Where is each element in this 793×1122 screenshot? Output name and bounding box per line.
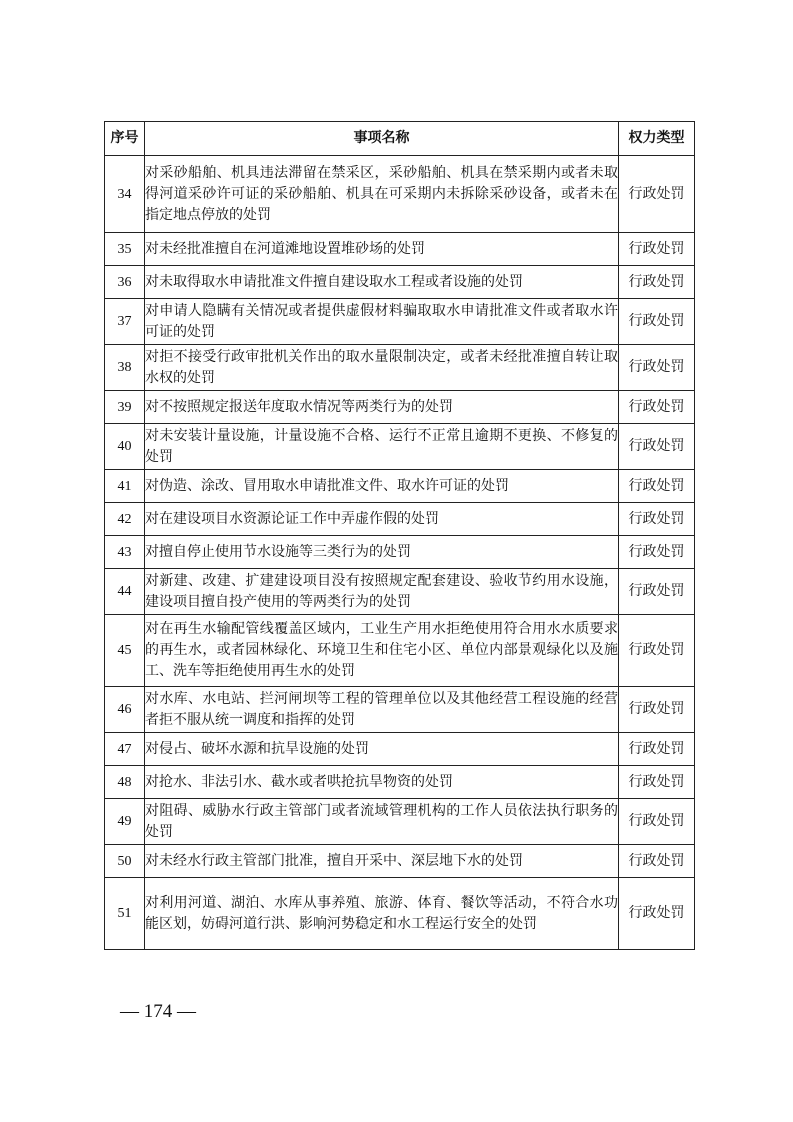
row-matter-name: 对未经水行政主管部门批准，擅自开采中、深层地下水的处罚 xyxy=(145,845,619,878)
row-power-type: 行政处罚 xyxy=(619,470,695,503)
header-number: 序号 xyxy=(105,122,145,156)
row-number: 49 xyxy=(105,799,145,845)
row-number: 44 xyxy=(105,569,145,615)
row-matter-name: 对在再生水输配管线覆盖区域内，工业生产用水拒绝使用符合用水水质要求的再生水，或者园林绿化、环境卫生和住宅小区、单位内部景观绿化以及施工、洗车等拒绝使用再生水的处罚 xyxy=(145,615,619,687)
row-number: 40 xyxy=(105,424,145,470)
row-number: 43 xyxy=(105,536,145,569)
row-power-type: 行政处罚 xyxy=(619,569,695,615)
table-row xyxy=(105,266,695,299)
row-power-type: 行政处罚 xyxy=(619,266,695,299)
row-number: 38 xyxy=(105,345,145,391)
row-number: 35 xyxy=(105,233,145,266)
table-row xyxy=(105,569,695,615)
table-row xyxy=(105,299,695,345)
row-power-type: 行政处罚 xyxy=(619,503,695,536)
row-matter-name: 对未安装计量设施，计量设施不合格、运行不正常且逾期不更换、不修复的处罚 xyxy=(145,424,619,470)
table-row xyxy=(105,391,695,424)
header-type: 权力类型 xyxy=(619,122,695,156)
row-power-type: 行政处罚 xyxy=(619,878,695,950)
table-row xyxy=(105,733,695,766)
row-matter-name: 对抢水、非法引水、截水或者哄抢抗旱物资的处罚 xyxy=(145,766,619,799)
row-power-type: 行政处罚 xyxy=(619,845,695,878)
row-number: 34 xyxy=(105,156,145,233)
row-matter-name: 对利用河道、湖泊、水库从事养殖、旅游、体育、餐饮等活动，不符合水功能区划，妨碍河道行洪、影响河势稳定和水工程运行安全的处罚 xyxy=(145,878,619,950)
table-row xyxy=(105,233,695,266)
row-number: 41 xyxy=(105,470,145,503)
table-row xyxy=(105,687,695,733)
row-matter-name: 对水库、水电站、拦河闸坝等工程的管理单位以及其他经营工程设施的经营者拒不服从统一调度和指挥的处罚 xyxy=(145,687,619,733)
table-row xyxy=(105,470,695,503)
table-row xyxy=(105,799,695,845)
row-number: 47 xyxy=(105,733,145,766)
row-number: 50 xyxy=(105,845,145,878)
row-number: 36 xyxy=(105,266,145,299)
table-row xyxy=(105,766,695,799)
row-matter-name: 对未取得取水申请批准文件擅自建设取水工程或者设施的处罚 xyxy=(145,266,619,299)
table-row xyxy=(105,503,695,536)
row-power-type: 行政处罚 xyxy=(619,687,695,733)
row-matter-name: 对在建设项目水资源论证工作中弄虚作假的处罚 xyxy=(145,503,619,536)
matters-table xyxy=(104,121,695,950)
row-number: 48 xyxy=(105,766,145,799)
row-matter-name: 对拒不接受行政审批机关作出的取水量限制决定，或者未经批准擅自转让取水权的处罚 xyxy=(145,345,619,391)
row-power-type: 行政处罚 xyxy=(619,733,695,766)
row-number: 39 xyxy=(105,391,145,424)
row-matter-name: 对擅自停止使用节水设施等三类行为的处罚 xyxy=(145,536,619,569)
row-number: 46 xyxy=(105,687,145,733)
row-power-type: 行政处罚 xyxy=(619,156,695,233)
row-matter-name: 对伪造、涂改、冒用取水申请批准文件、取水许可证的处罚 xyxy=(145,470,619,503)
table-row xyxy=(105,845,695,878)
table-row xyxy=(105,156,695,233)
row-power-type: 行政处罚 xyxy=(619,766,695,799)
row-number: 37 xyxy=(105,299,145,345)
row-power-type: 行政处罚 xyxy=(619,424,695,470)
page-number: — 174 — xyxy=(120,1001,196,1022)
row-matter-name: 对未经批准擅自在河道滩地设置堆砂场的处罚 xyxy=(145,233,619,266)
row-power-type: 行政处罚 xyxy=(619,391,695,424)
row-power-type: 行政处罚 xyxy=(619,799,695,845)
row-matter-name: 对不按照规定报送年度取水情况等两类行为的处罚 xyxy=(145,391,619,424)
table-row xyxy=(105,345,695,391)
table-row xyxy=(105,536,695,569)
row-matter-name: 对新建、改建、扩建建设项目没有按照规定配套建设、验收节约用水设施，建设项目擅自投产使用的等两类行为的处罚 xyxy=(145,569,619,615)
table-row xyxy=(105,878,695,950)
row-matter-name: 对申请人隐瞒有关情况或者提供虚假材料骗取取水申请批准文件或者取水许可证的处罚 xyxy=(145,299,619,345)
row-power-type: 行政处罚 xyxy=(619,615,695,687)
table-row xyxy=(105,424,695,470)
row-power-type: 行政处罚 xyxy=(619,299,695,345)
header-name: 事项名称 xyxy=(145,122,619,156)
row-matter-name: 对采砂船舶、机具违法滞留在禁采区，采砂船舶、机具在禁采期内或者未取得河道采砂许可证的采砂船舶、机具在可采期内未拆除采砂设备，或者未在指定地点停放的处罚 xyxy=(145,156,619,233)
row-number: 51 xyxy=(105,878,145,950)
table-body xyxy=(105,156,695,950)
row-number: 45 xyxy=(105,615,145,687)
table-row xyxy=(105,615,695,687)
row-number: 42 xyxy=(105,503,145,536)
row-power-type: 行政处罚 xyxy=(619,536,695,569)
row-power-type: 行政处罚 xyxy=(619,345,695,391)
row-matter-name: 对侵占、破坏水源和抗旱设施的处罚 xyxy=(145,733,619,766)
table-header-row xyxy=(105,122,695,156)
row-matter-name: 对阻碍、威胁水行政主管部门或者流域管理机构的工作人员依法执行职务的处罚 xyxy=(145,799,619,845)
row-power-type: 行政处罚 xyxy=(619,233,695,266)
